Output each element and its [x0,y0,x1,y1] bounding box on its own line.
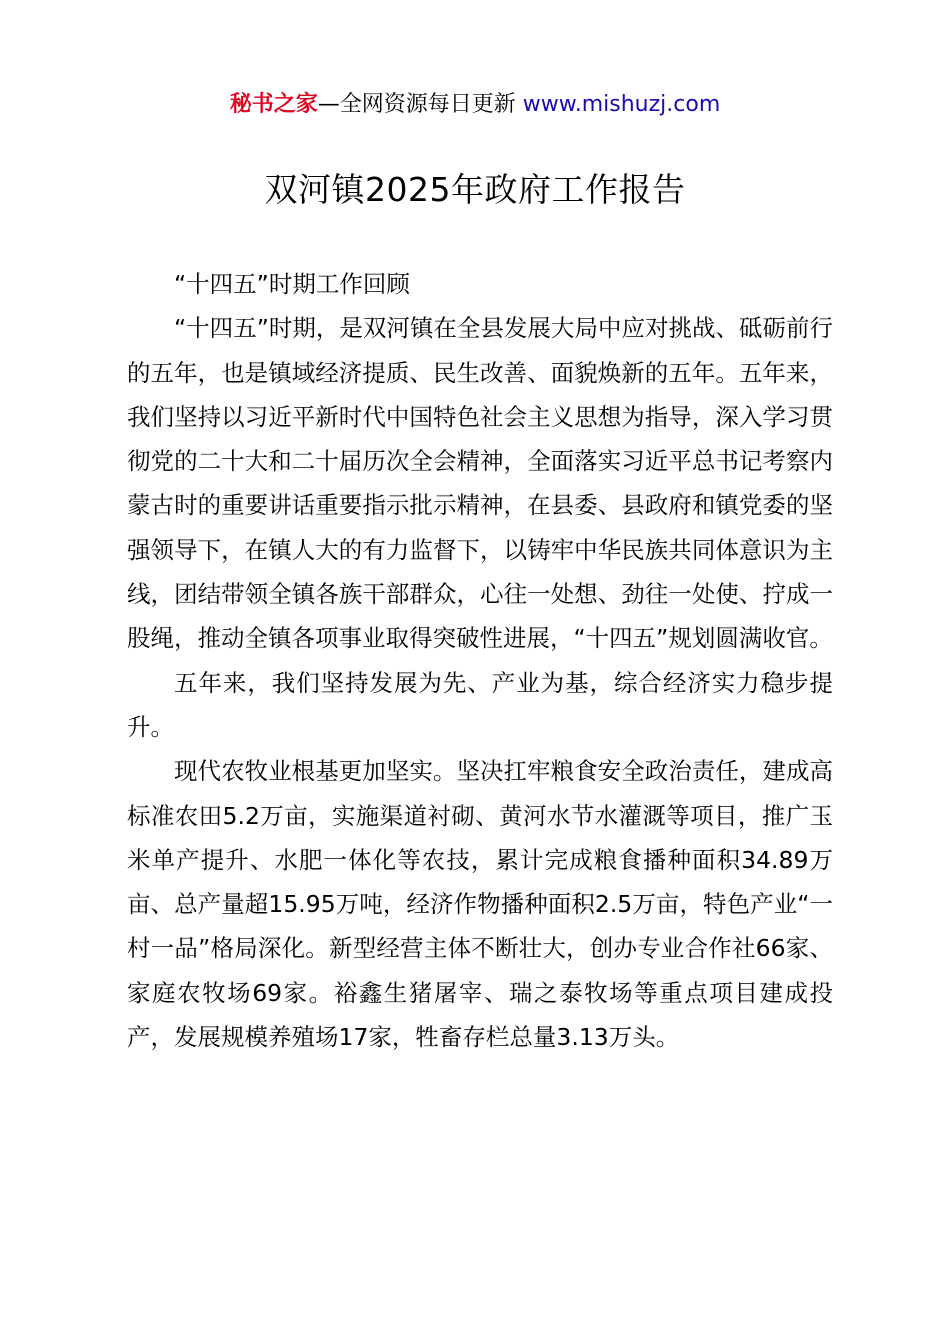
site-brand: 秘书之家 [229,92,318,117]
paragraph: 现代农牧业根基更加坚实。坚决扛牢粮食安全政治责任，建成高标准农田5.2万亩，实施渠道衬砌、黄河水节水灌溉等项目，推广玉米单产提升、水肥一体化等农技，累计完成粮食播种面积34.89万亩、总产量超15.95万吨，经济作物播种面积2.5万亩，特色产业“一村一品”格局深化。新型经营主体不断壮大，创办专业合作社66家、家庭农牧场69家。裕鑫生猪屠宰、瑞之泰牧场等重点项目建成投产，发展规模养殖场17家，牲畜存栏总量3.13万头。 [127,757,833,1052]
paragraph: “十四五”时期，是双河镇在全县发展大局中应对挑战、砥砺前行的五年，也是镇域经济提质、民生改善、面貌焕新的五年。五年来，我们坚持以习近平新时代中国特色社会主义思想为指导，深入学习贯彻党的二十大和二十届历次全会精神，全面落实习近平总书记考察内蒙古时的重要讲话重要指示批示精神，在县委、县政府和镇党委的坚强领导下，在镇人大的有力监督下，以铸牢中华民族共同体意识为主线，团结带领全镇各族干部群众，心往一处想、劲往一处使、拧成一股绳，推动全镇各项事业取得突破性进展，“十四五”规划圆满收官。 [127,314,833,653]
document-title: 双河镇2025年政府工作报告 [264,170,686,209]
paragraph: 五年来，我们坚持发展为先、产业为基，综合经济实力稳步提升。 [127,668,833,741]
site-header [0,88,950,122]
section-heading: “十四五”时期工作回顾 [174,270,410,298]
document-body [127,262,833,1059]
site-url-link[interactable]: www.mishuzj.com [522,92,721,117]
site-tagline: —全网资源每日更新 [317,92,523,117]
